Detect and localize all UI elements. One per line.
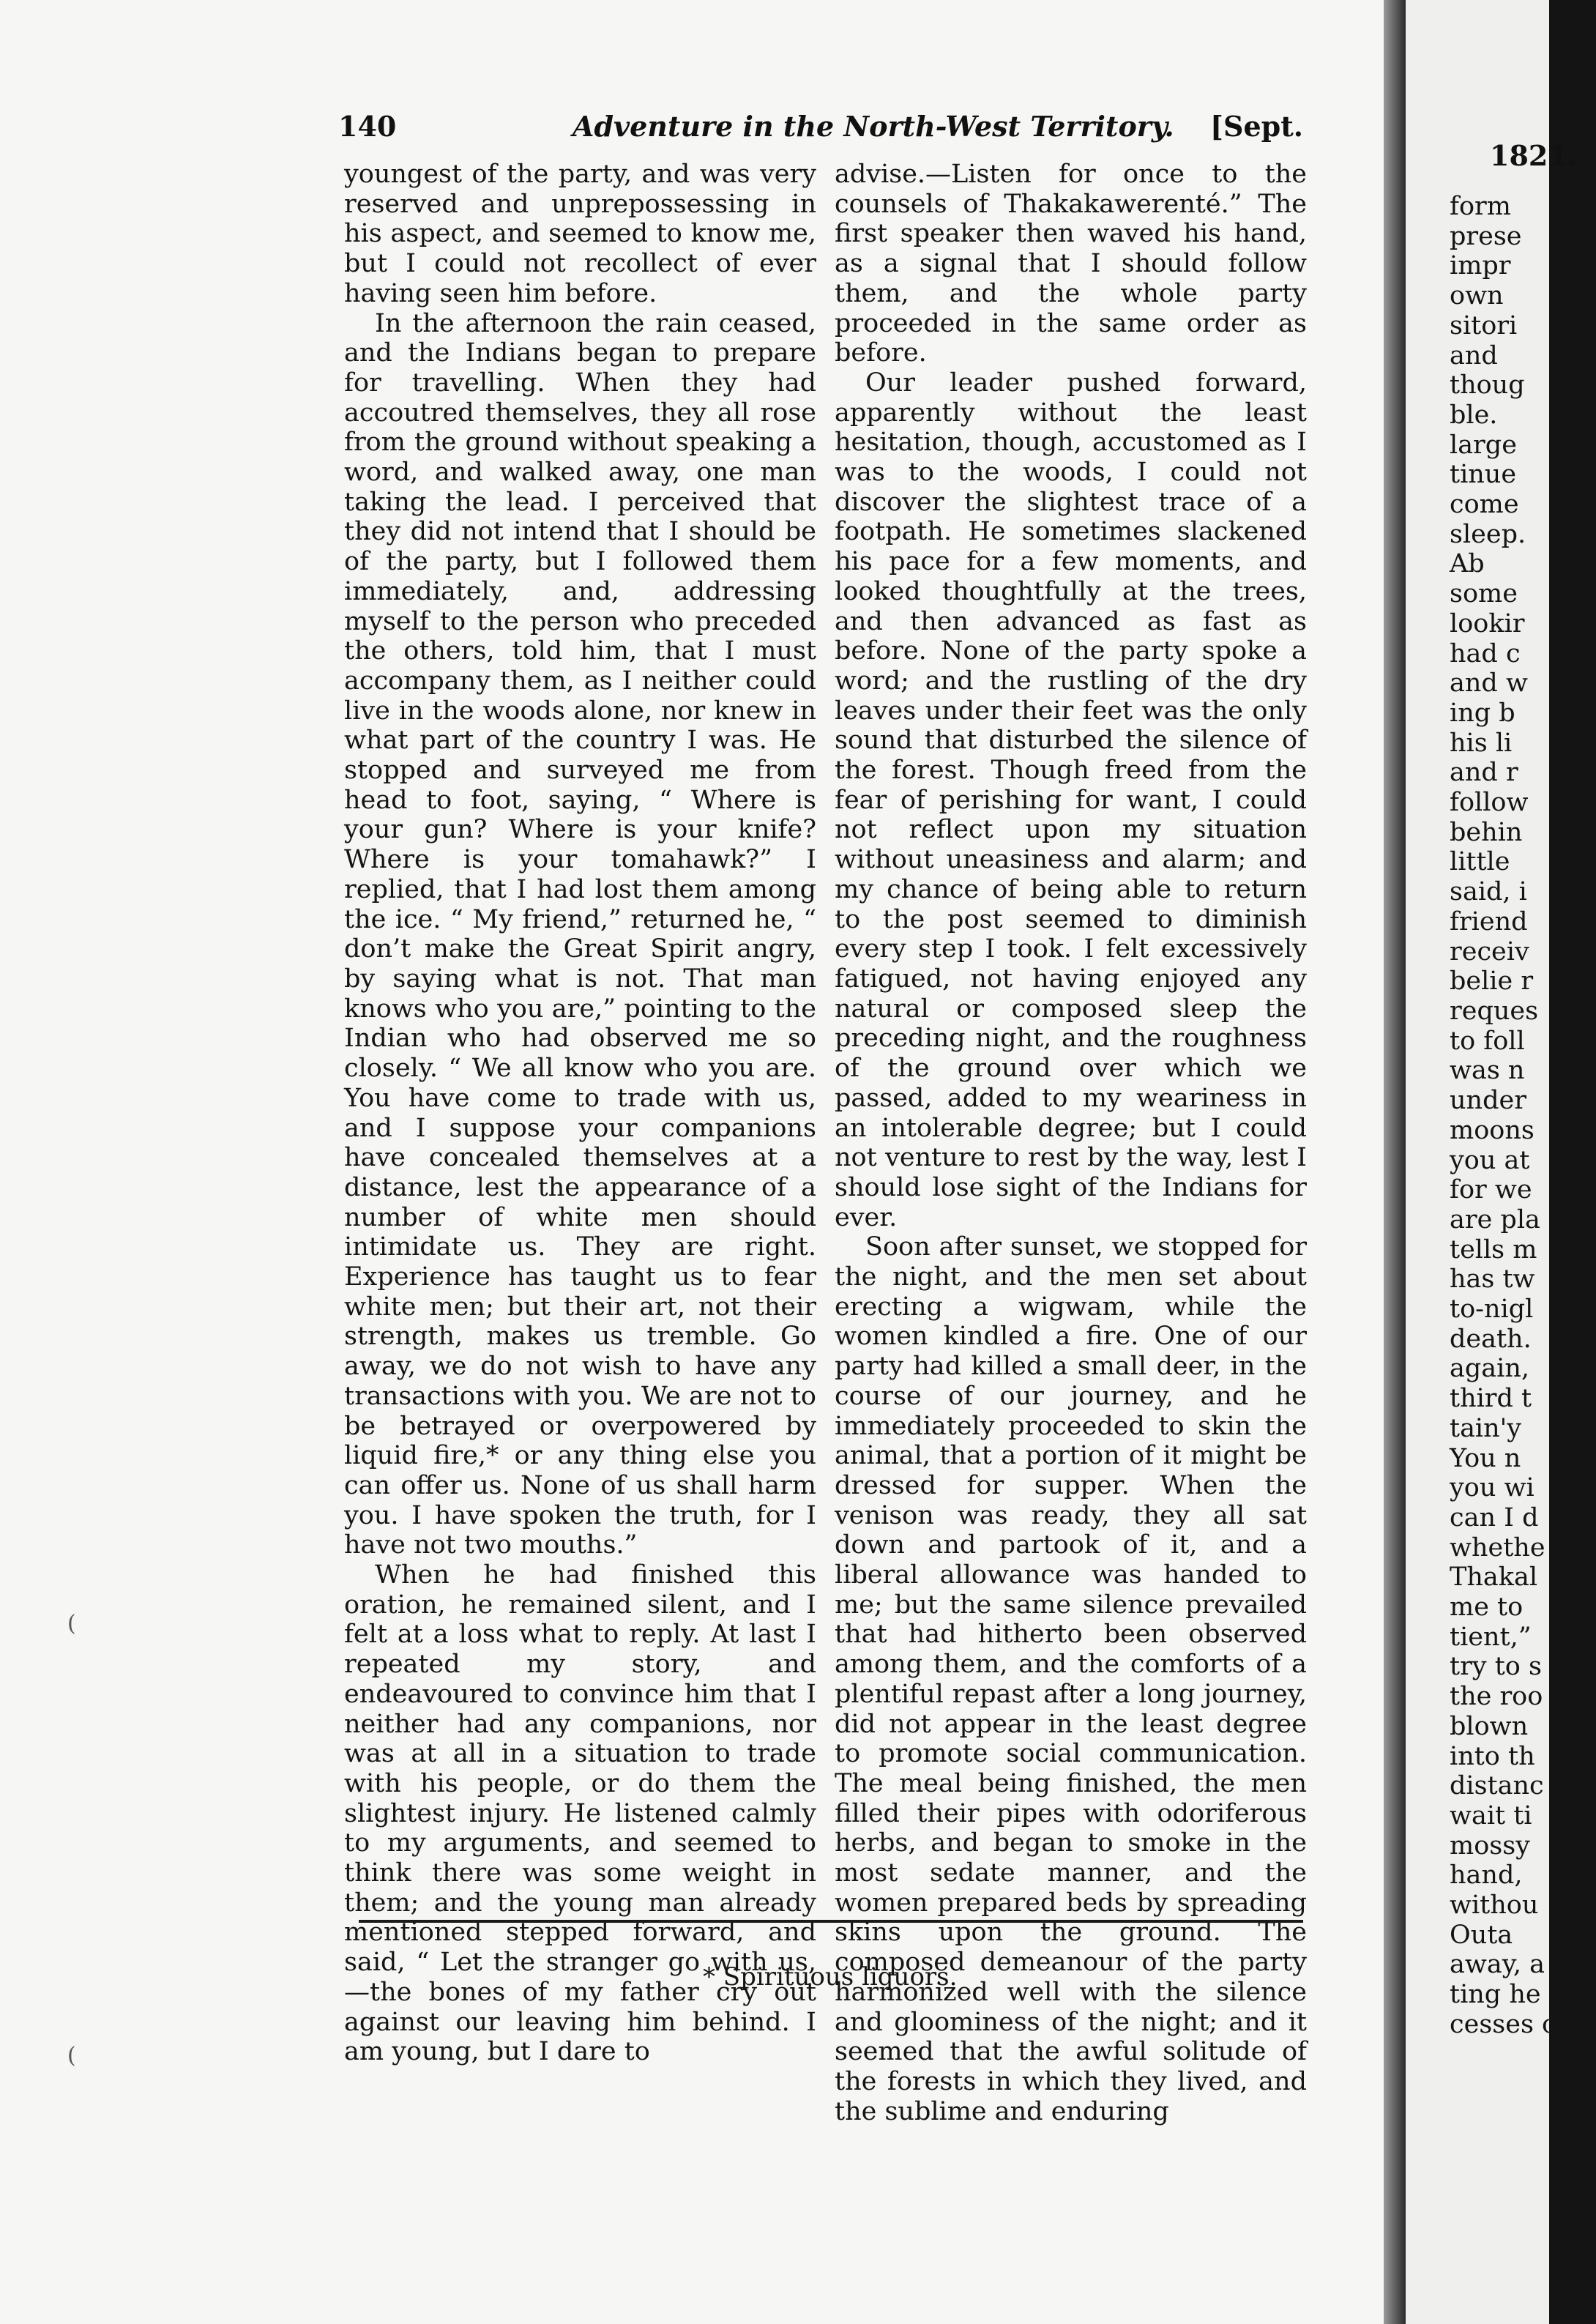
paragraph: When he had finished this oration, he remained silent, and I felt at a loss what to reply. At last I repeated my story, and endeavoured to convince him that I neither had any companions, nor was at all in a situation to trade with his people, or do them the slightest injury. He listened calmly to my arguments, and seemed to think there was some weight in them; and the young man already mentioned stepped forward, and said, “ Let the stranger go with us,—the bones of my father cry out against our leaving him behind. I am young, but I dare to <box>344 1560 816 2067</box>
facing-page-line: and r <box>1450 758 1518 788</box>
facing-page-line: try to s <box>1450 1652 1542 1682</box>
facing-page-line: lookir <box>1450 608 1525 638</box>
paragraph: youngest of the party, and was very reserved and unprepossessing in his aspect, and seemed to know me, but I could not recollect of ever having seen him before. <box>344 160 816 308</box>
facing-page-line: reques <box>1450 996 1539 1026</box>
facing-page-line: some <box>1450 579 1518 609</box>
facing-page-line: sitori <box>1450 310 1518 340</box>
facing-page-line: behin <box>1450 817 1523 847</box>
facing-page-line: to foll <box>1450 1026 1525 1056</box>
facing-page-line: come <box>1450 490 1519 520</box>
left-text-column <box>344 160 816 2067</box>
facing-page-line: death. <box>1450 1324 1532 1354</box>
running-month: [Sept. <box>1210 110 1303 143</box>
facing-page-line: the roo <box>1450 1682 1543 1712</box>
facing-page-line: third t <box>1450 1384 1532 1414</box>
facing-page-line: you at <box>1450 1145 1530 1175</box>
facing-page-line: ting he <box>1450 1980 1541 2010</box>
paragraph: In the afternoon the rain ceased, and the Indians began to prepare for travelling. When they had accoutred themselves, they all rose from the ground without speaking a word, and walked away, one man taking the lead. I perceived that they did not intend that I should be of the party, but I followed them immediately, and, addressing myself to the person who preceded the others, told him, that I must accompany them, as I neither could live in the woods alone, nor knew in what part of the country I was. He stopped and surveyed me from head to foot, saying, “ Where is your gun? Where is your knife? Where is your tomahawk?” I replied, that I had lost them among the ice. “ My friend,” returned he, “ don’t make the Great Spirit angry, by saying what is not. That man knows who you are,” pointing to the Indian who had observed me so closely. “ We all know who you are. You have come to trade with us, and I suppose your companions have concealed themselves at a distance, lest the appearance of a number of white men should intimidate us. They are right. Experience has taught us to fear white men; but their art, not their strength, makes us tremble. Go away, we do not wish to have any transactions with you. We are not to be betrayed or overpowered by liquid fire,* or any thing else you can offer us. None of us shall harm you. I have spoken the truth, for I have not two mouths.” <box>344 308 816 1560</box>
paragraph: advise.—Listen for once to the counsels of Thakakawerenté.” The first speaker then waved his hand, as a signal that I should follow them, and the whole party proceeded in the same order as before. <box>835 160 1307 368</box>
facing-page-text <box>1450 192 1596 2040</box>
facing-page-fragment <box>1406 0 1577 2324</box>
facing-page-line: sleep. <box>1450 519 1526 549</box>
facing-page-line: little <box>1450 847 1510 877</box>
facing-page-line: and <box>1450 340 1498 370</box>
facing-page-line: withou <box>1450 1891 1539 1921</box>
facing-page-line: Outa <box>1450 1920 1513 1950</box>
facing-page-line: me to <box>1450 1593 1524 1623</box>
facing-page-line: whethe <box>1450 1532 1545 1563</box>
facing-page-line: again, <box>1450 1354 1529 1384</box>
facing-page-line: prese <box>1450 221 1522 251</box>
facing-page-line: moons <box>1450 1115 1535 1145</box>
facing-page-line: receiv <box>1450 936 1529 967</box>
facing-page-line: away, a <box>1450 1950 1545 1980</box>
facing-page-line: ble. <box>1450 400 1498 430</box>
facing-page-line: impr <box>1450 251 1511 281</box>
facing-page-line: Thakal <box>1450 1563 1538 1593</box>
facing-page-line: mossy <box>1450 1830 1530 1861</box>
facing-page-line: said, i <box>1450 877 1527 907</box>
facing-page-year: 1821. <box>1490 139 1577 172</box>
facing-page-line: distanc <box>1450 1771 1544 1801</box>
facing-page-line: under <box>1450 1086 1526 1116</box>
facing-page-line: follow <box>1450 788 1529 818</box>
facing-page-line: his li <box>1450 728 1513 758</box>
facing-page-line: blown <box>1450 1711 1529 1741</box>
facing-page-line: wait ti <box>1450 1800 1532 1830</box>
facing-page-line: thoug <box>1450 370 1525 401</box>
facing-page-line: Ab <box>1450 549 1485 579</box>
facing-page-line: form <box>1450 192 1511 221</box>
facing-page-line: are pla <box>1450 1204 1540 1234</box>
facing-page-line: to-nigl <box>1450 1295 1534 1325</box>
margin-speck: ( <box>67 2043 76 2068</box>
facing-page-line: and w <box>1450 668 1528 699</box>
facing-page-line: tain'y <box>1450 1413 1522 1443</box>
facing-page-line: into th <box>1450 1741 1535 1771</box>
footnote: * Spirituous liquors. <box>703 1962 958 1992</box>
facing-page-line: hand, <box>1450 1861 1523 1891</box>
facing-page-line: tells m <box>1450 1234 1537 1265</box>
facing-page-line: ing b <box>1450 698 1515 728</box>
facing-page-line: own <box>1450 281 1504 311</box>
facing-page-line: you wi <box>1450 1473 1535 1503</box>
facing-page-line: was n <box>1450 1056 1525 1086</box>
facing-page-line: tient,” <box>1450 1622 1532 1652</box>
margin-speck: ( <box>67 1611 76 1636</box>
facing-page-line: can I d <box>1450 1502 1539 1532</box>
facing-page-line: belie r <box>1450 967 1534 997</box>
facing-page-line: cesses o <box>1450 2009 1558 2039</box>
facing-page-line: had c <box>1450 638 1521 668</box>
paragraph: Soon after sunset, we stopped for the night, and the men set about erecting a wigwam, while the women kindled a fire. One of our party had killed a small deer, in the course of our journey, and he immediately proceeded to skin the animal, that a portion of it might be dressed for supper. When the venison was ready, they all sat down and partook of it, and a liberal allowance was handed to me; but the same silence prevailed that had hitherto been observed among them, and the comforts of a plentiful repast after a long journey, did not appear in the least degree to promote social communication. The meal being finished, the men filled their pipes with odoriferous herbs, and began to smoke in the most sedate manner, and the women prepared beds by spreading skins upon the ground. The composed demeanour of the party harmonized well with the silence and gloominess of the night; and it seemed that the awful solitude of the forests in which they lived, and the sublime and enduring <box>835 1232 1307 2126</box>
book-gutter <box>1384 0 1406 2324</box>
paragraph: Our leader pushed forward, apparently without the least hesitation, though, accustomed as I was to the woods, I could not discover the slightest trace of a footpath. He sometimes slackened his pace for a few moments, and looked thoughtfully at the trees, and then advanced as fast as before. None of the party spoke a word; and the rustling of the dry leaves under their feet was the only sound that disturbed the silence of the forest. Though freed from the fear of perishing for want, I could not reflect upon my situation without uneasiness and alarm; and my chance of being able to return to the post seemed to diminish every step I took. I felt excessively fatigued, not having enjoyed any natural or composed sleep the preceding night, and the roughness of the ground over which we passed, added to my weariness in an intolerable degree; but I could not venture to rest by the way, lest I should lose sight of the Indians for ever. <box>835 368 1307 1232</box>
facing-page-line: large <box>1450 430 1517 460</box>
facing-page-line: for we <box>1450 1175 1532 1205</box>
facing-page-line: friend <box>1450 906 1528 936</box>
facing-page-line: has tw <box>1450 1265 1535 1295</box>
running-head <box>338 110 1303 161</box>
facing-page-line: tinue <box>1450 460 1517 490</box>
footnote-rule <box>359 1920 1303 1923</box>
running-title: Adventure in the North-West Territory. <box>573 110 1174 143</box>
right-text-column <box>835 160 1307 2126</box>
page-number: 140 <box>338 110 397 143</box>
facing-page-line: You n <box>1450 1443 1521 1473</box>
